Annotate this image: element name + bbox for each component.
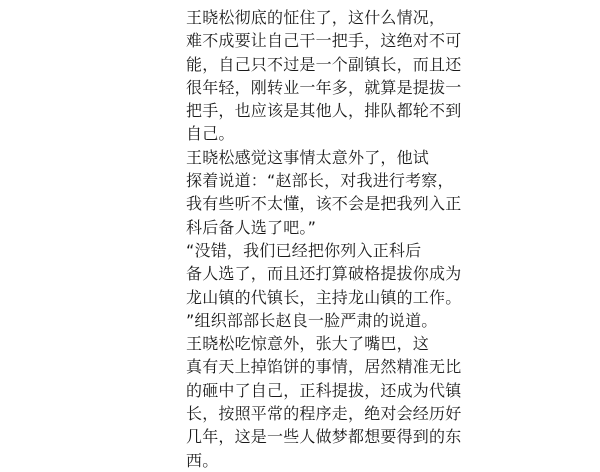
- article-text: [186, 6, 462, 472]
- text-line: “没错，我们已经把你列入正科后: [186, 240, 422, 260]
- text-line: 我有些听不太懂，该不会是把我列入正: [186, 194, 462, 214]
- text-line: 几年，这是一些人做梦都想要得到的东: [186, 427, 462, 447]
- text-line: 的砸中了自己，正科提拔，还成为代镇: [186, 380, 462, 400]
- text-line: 王晓松吃惊意外，张大了嘴巴，这: [186, 334, 430, 354]
- text-line: 很年轻，刚转业一年多，就算是提拔一: [186, 77, 462, 97]
- text-line: ”组织部部长赵良一脸严肃的说道。: [186, 310, 438, 330]
- text-line: 难不成要让自己干一把手，这绝对不可: [186, 31, 462, 51]
- text-line: 真有天上掉馅饼的事情，居然精准无比: [186, 357, 462, 377]
- text-line: 长，按照平常的程序走，绝对会经历好: [186, 404, 462, 424]
- text-line: 龙山镇的代镇长，主持龙山镇的工作。: [186, 287, 462, 307]
- text-line: 能，自己只不过是一个副镇长，而且还: [186, 54, 462, 74]
- text-line: 王晓松彻底的怔住了，这什么情况，: [186, 8, 446, 27]
- text-line: 备人选了，而且还打算破格提拔你成为: [186, 264, 462, 284]
- text-line: 西。: [186, 450, 219, 470]
- text-line: 王晓松感觉这事情太意外了，他试: [186, 147, 430, 167]
- text-line: 自己。: [186, 124, 235, 144]
- text-line: 科后备人选了吧。”: [186, 217, 317, 237]
- text-line: 把手，也应该是其他人，排队都轮不到: [186, 101, 462, 121]
- text-line: 探着说道：“赵部长，对我进行考察，: [186, 171, 454, 191]
